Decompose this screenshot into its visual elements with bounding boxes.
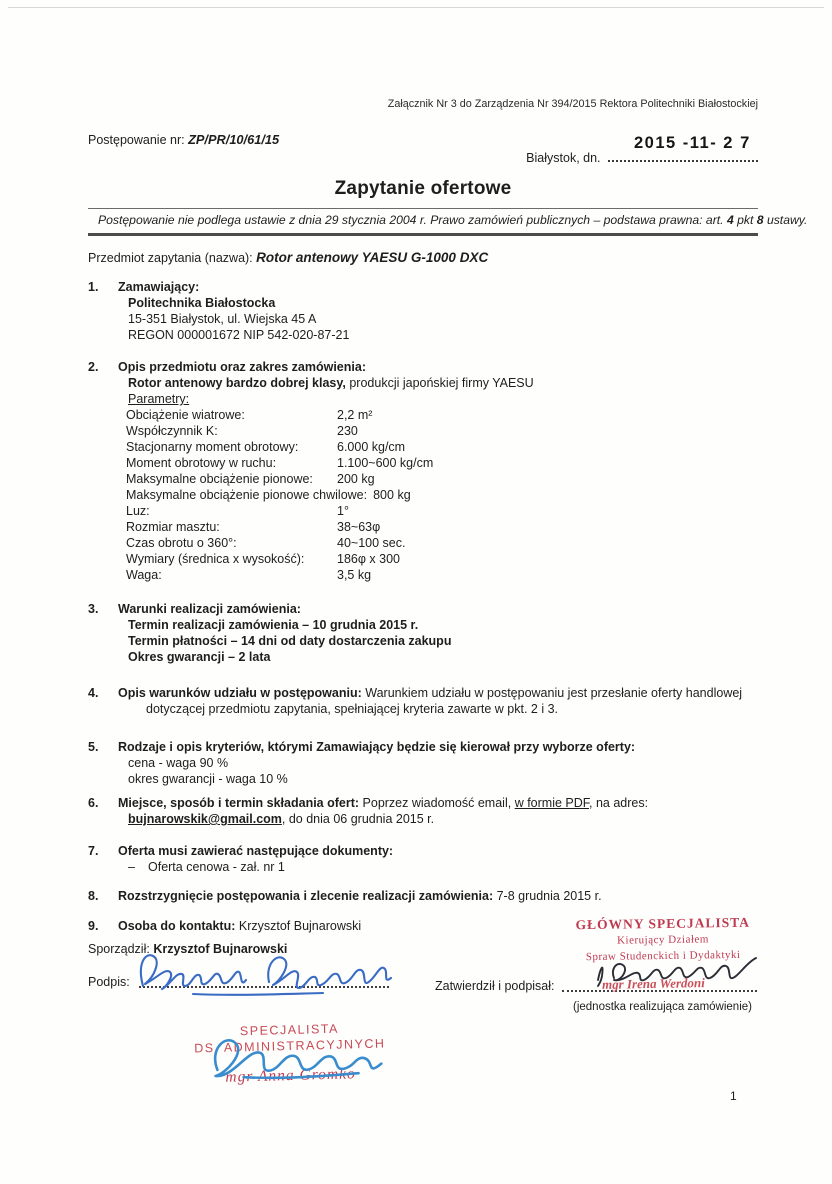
param-row (126, 439, 758, 455)
subject-value: Rotor antenowy YAESU G-1000 DXC (256, 250, 489, 265)
legal-note-part: pkt (737, 213, 754, 227)
param-label: Stacjonarny moment obrotowy: (126, 440, 299, 454)
prepared-name: Krzysztof Bujnarowski (153, 942, 288, 956)
buyer-regon-nip: REGON 000001672 NIP 542-020-87-21 (128, 328, 350, 342)
stamp-title: SPECJALISTA (239, 1021, 340, 1039)
section-1-zamawiajacy (88, 279, 758, 343)
section-6-skladanie-ofert (88, 795, 758, 827)
buyer-name: Politechnika Białostocka (128, 296, 276, 310)
param-value: 800 kg (373, 488, 411, 502)
param-label: Rozmiar masztu: (126, 520, 220, 534)
param-row (126, 487, 758, 503)
resolution-date: 7-8 grudnia 2015 r. (496, 889, 602, 903)
section-number: 1. (88, 280, 99, 294)
param-value: 1° (337, 504, 349, 518)
section-number: 4. (88, 686, 99, 700)
signature-line (88, 974, 389, 990)
section-title: Osoba do kontaktu: (118, 919, 236, 933)
section-number: 5. (88, 740, 99, 754)
attachment-note: Załącznik Nr 3 do Zarządzenia Nr 394/2015 Rektora Politechniki Białostockiej (387, 98, 758, 110)
param-label: Wymiary (średnica x wysokość): (126, 552, 305, 566)
document-body (88, 0, 808, 934)
param-row (126, 519, 758, 535)
param-value: 6.000 kg/cm (337, 440, 406, 454)
date-stamp: 2015 -11- 2 7 (634, 134, 751, 152)
payment-terms: Termin płatności – 14 dni od daty dostarczenia zakupu (128, 634, 452, 648)
param-row (126, 455, 758, 471)
participation-conditions (118, 685, 758, 717)
section-text: Poprzez wiadomość email, (362, 796, 512, 810)
signature-bujnarowski-handwriting (133, 944, 401, 1000)
param-row (126, 503, 758, 519)
param-row (126, 407, 758, 423)
legal-note-part: Postępowanie nie podlega ustawie z dnia 29 stycznia 2004 r. Prawo zamówień publicznych – podstawa prawna: art. (98, 213, 724, 227)
section-number: 8. (88, 889, 99, 903)
section-8-rozstrzygniecie (88, 888, 758, 904)
approved-label: Zatwierdził i podpisał: (435, 979, 555, 993)
submission-deadline: , do dnia 06 grudnia 2015 r. (281, 812, 435, 826)
section-title: Opis warunków udziału w postępowaniu: (118, 686, 362, 700)
signature-label: Podpis: (88, 975, 130, 989)
param-row (126, 423, 758, 439)
section-3-warunki-realizacji (88, 601, 758, 665)
section-number: 9. (88, 919, 99, 933)
stamp-subtitle: Kierujący Działem (616, 933, 710, 947)
approved-signature-field (562, 975, 757, 994)
param-label: Luz: (126, 504, 150, 518)
section-title: Oferta musi zawierać następujące dokumenty: (118, 844, 394, 858)
param-value: 2,2 m² (337, 408, 373, 422)
param-label: Moment obrotowy w ruchu: (126, 456, 277, 470)
section-title: Warunki realizacji zamówienia: (118, 602, 301, 616)
section-text: , na adres: (589, 796, 649, 810)
contact-person: Krzysztof Bujnarowski (238, 919, 362, 933)
legal-note-bold: 8 (756, 213, 764, 227)
approved-by-line (435, 975, 757, 994)
delivery-deadline: Termin realizacji zamówienia – 10 grudnia 2015 r. (128, 618, 419, 632)
section-4-warunki-udzialu (88, 685, 758, 717)
unit-note: (jednostka realizująca zamówienie) (573, 1001, 752, 1013)
param-label: Maksymalne obciążenie pionowe chwilowe: (126, 488, 368, 502)
section-text: Warunkiem udziału w postępowaniu jest przesłanie oferty handlowej dotyczącej przedmiotu zapytania, spełniającej kryteria zawarte w pkt. 2 i 3. (146, 686, 743, 716)
legal-basis-note (88, 208, 808, 236)
stamp-title: GŁÓWNY SPECJALISTA (575, 914, 751, 933)
section-title: Miejsce, sposób i termin składania ofert: (118, 796, 360, 810)
param-row (126, 535, 758, 551)
section-title: Rozstrzygnięcie postępowania i zlecenie realizacji zamówienia: (118, 889, 494, 903)
warranty-period: Okres gwarancji – 2 lata (128, 650, 271, 664)
signature-gromko-handwriting (202, 1027, 388, 1084)
product-description (118, 375, 758, 391)
section-title: Rodzaje i opis kryteriów, którymi Zamawiający będzie się kierował przy wyborze oferty: (118, 740, 636, 754)
contact-email: bujnarowskik@gmail.com (128, 812, 282, 826)
param-value: 1.100~600 kg/cm (337, 456, 434, 470)
buyer-address: 15-351 Białystok, ul. Wiejska 45 A (128, 312, 317, 326)
param-row (126, 567, 758, 583)
subject-label: Przedmiot zapytania (nazwa): (88, 251, 253, 265)
section-5-kryteria (88, 739, 758, 787)
required-document-item (118, 859, 758, 875)
signature-field (139, 974, 389, 990)
stamp-gromko-name: mgr Anna Gromko (225, 1065, 356, 1086)
place-date-label: Białystok, dn. (526, 151, 601, 165)
stamp-specjalista-administracyjny (174, 1019, 406, 1087)
prepared-label: Sporządził: (88, 942, 150, 956)
legal-note-part: ustawy. (766, 213, 808, 227)
section-title: Zamawiający: (118, 280, 200, 294)
section-number: 7. (88, 844, 99, 858)
subject-line (88, 250, 758, 266)
param-value: 3,5 kg (337, 568, 372, 582)
proceeding-number-line (88, 132, 279, 172)
legal-note-bold: 4 (726, 213, 734, 227)
param-label: Czas obrotu o 360°: (126, 536, 237, 550)
parameters-table (118, 407, 758, 583)
param-value: 38~63φ (337, 520, 381, 534)
param-value: 200 kg (337, 472, 375, 486)
param-label: Maksymalne obciążenie pionowe: (126, 472, 313, 486)
param-row (126, 551, 758, 567)
section-number: 6. (88, 796, 99, 810)
param-label: Obciążenie wiatrowe: (126, 408, 245, 422)
param-label: Waga: (126, 568, 162, 582)
section-number: 3. (88, 602, 99, 616)
proceeding-label: Postępowanie nr: (88, 133, 185, 147)
param-value: 40~100 sec. (337, 536, 406, 550)
criterion-warranty: okres gwarancji - waga 10 % (128, 772, 288, 786)
param-row (126, 471, 758, 487)
section-title: Opis przedmiotu oraz zakres zamówienia: (118, 360, 366, 374)
product-name-rest: produkcji japońskiej firmy YAESU (349, 376, 534, 390)
place-date-line (526, 134, 758, 172)
section-2-opis-przedmiotu (88, 359, 758, 583)
parameters-label: Parametry: (128, 392, 190, 406)
pdf-format-note: w formie PDF (514, 796, 590, 810)
stamp-subtitle: DS. ADMINISTRACYJNYCH (194, 1036, 386, 1056)
section-number: 2. (88, 360, 99, 374)
stamp-werdoni-name: mgr Irena Werdoni (601, 975, 705, 992)
product-name-bold: Rotor antenowy bardzo dobrej klasy, (128, 376, 346, 390)
param-value: 186φ x 300 (337, 552, 401, 566)
submission-line-2 (118, 811, 758, 827)
date-field (608, 134, 758, 166)
bullet-text: Oferta cenowa - zał. nr 1 (148, 860, 285, 874)
reference-and-date-row (88, 132, 758, 172)
submission-line-1 (118, 795, 758, 811)
bullet-dash: – (128, 860, 135, 874)
proceeding-number: ZP/PR/10/61/15 (188, 132, 280, 147)
page-title: Zapytanie ofertowe (334, 178, 512, 199)
stamp-department: Spraw Studenckich i Dydaktyki (585, 948, 741, 964)
criterion-price: cena - waga 90 % (128, 756, 229, 770)
page-number: 1 (730, 1089, 737, 1103)
section-7-dokumenty (88, 843, 758, 875)
param-label: Współczynnik K: (126, 424, 218, 438)
param-value: 230 (337, 424, 358, 438)
